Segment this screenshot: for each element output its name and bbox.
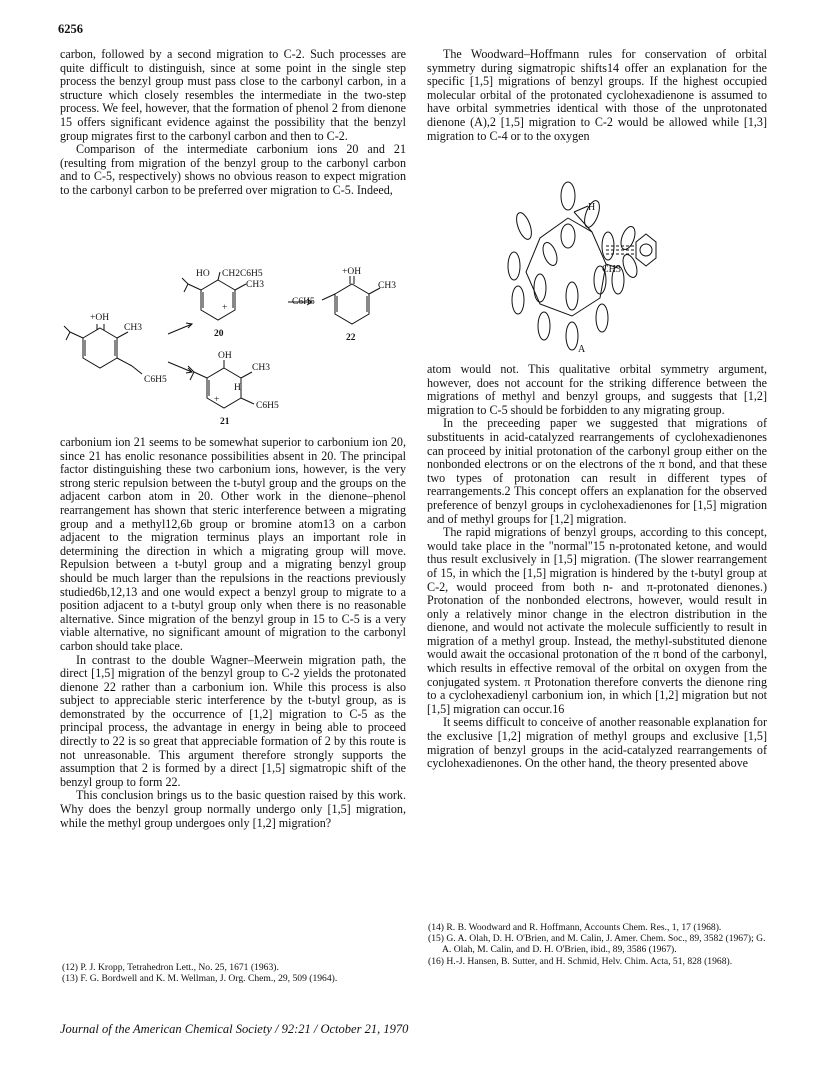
compound-21-label: 21 [220, 417, 230, 427]
paragraph: carbon, followed by a second migration to C-2. Such processes are quite difficult to distinguish, since at some point in the single step process the benzyl group must pass close to the carbonyl carbon, in a structure which closely resembles the intermediate in the two-step process. We feel, however, that the formation of phenol 2 from dienone 15 offers significant evidence against the possibility that the benzyl group migrates first to the carbonyl carbon and then to C-2. [60, 47, 406, 143]
paragraph: atom would not. This qualitative orbital symmetry argument, however, does not account for the striking difference between the migrations of methyl and benzyl groups, and suggests that [1,2] migration to C-5 should be forbidden to any migrating group. [427, 362, 767, 417]
footnote: (14) R. B. Woodward and R. Hoffmann, Accounts Chem. Res., 1, 17 (1968). [428, 922, 722, 933]
footnotes-right [428, 922, 768, 967]
orbital-diagram-A [488, 176, 698, 356]
c22-methyl-label: CH3 [378, 281, 396, 291]
ring-20 [182, 272, 246, 320]
compound-22-label: 22 [346, 333, 356, 343]
c21-phenyl-label: C6H5 [256, 401, 279, 411]
structure-A-label: A [578, 344, 586, 355]
paragraph: carbonium ion 21 seems to be somewhat superior to carbonium ion 20, since 21 has enolic resonance possibilities absent in 20. The principal factor distinguishing these two carbonium ions, however, is the very strong steric repulsion between the t-butyl group and the groups on the adjacent carbon atom in 20. Other work in the dienone–phenol rearrangement has shown that steric interference between a migrating group and a methyl12,6b group or bromine atom13 on a carbon adjacent to the migration terminus plays an important role in determining the direction in which a migrating group will move. Repulsion between a t-butyl group and a migrating benzyl group should be much larger than the repulsions in the reactions previously studied6b,12,13 and one would expect a benzyl group to migrate to a position adjacent to a t-butyl group only when there is no reasonable alternative. Since migration of the benzyl group in 15 to C-5 is a very viable alternative, no significant amount of migration to the carbonyl carbon should take place. [60, 435, 406, 653]
left-column-top [60, 48, 406, 198]
compound-20-label: 20 [214, 329, 224, 339]
ring-21 [188, 360, 254, 408]
footnote: (16) H.-J. Hansen, B. Sutter, and H. Schmid, Helv. Chim. Acta, 51, 828 (1968). [428, 955, 733, 967]
c20-ho-label: HO [196, 269, 210, 279]
paragraph: In the preceeding paper we suggested that migrations of substituents in acid-catalyzed rearrangements of cyclohexadienones can proceed by initial protonation of the carbonyl group either on the nonbonded electrons or on the electrons of the π bond, and that these two types of protonation can result in different types of rearrangements.2 This concept offers an explanation for the observed preference of benzyl groups in cyclohexadienones for [1,5] migration and of methyl groups for [1,2] migration. [427, 416, 767, 526]
c20-methyl-label: CH3 [246, 280, 264, 290]
c21-oh-label: OH [218, 351, 232, 361]
c20-ch2-label: CH2C6H5 [222, 269, 263, 279]
start-oh-label: +OH [90, 313, 110, 323]
hydrogen-label: H [588, 202, 596, 213]
page-number: 6256 [58, 22, 83, 36]
paragraph: It seems difficult to conceive of another reasonable explanation for the exclusive [1,2] migration of methyl groups and exclusive [1,5] migration of benzyl groups in the acid-catalyzed rearrangements of cyclohexadienones. On the other hand, the theory presented above [427, 715, 767, 771]
footnotes-left [62, 962, 402, 984]
c21-plus: + [214, 395, 220, 405]
right-column-bottom [427, 363, 767, 771]
methyl-label: CH3 [602, 264, 621, 275]
footnote: (15) G. A. Olah, D. H. O'Brien, and M. Calin, J. Amer. Chem. Soc., 89, 3582 (1967); G. A. Olah, M. Calin, and D. H. O'Brien, ibid., 89, 3586 (1967). [428, 933, 766, 956]
paragraph: The rapid migrations of benzyl groups, according to this concept, would take place in the "normal"15 n-protonated ketone, and would thus result exclusively in [1,5] migration. (The slower rearrangement of 15, in which the [1,5] migration is hindered by the t-butyl group at C-2, would proceed from both n- and π-protonated dienones.) Protonation of the nonbonded electrons, however, would result in only a relatively minor change in the electron distribution in the dienone, and would not activate the molecule sufficiently to result in migration of a methyl group. Instead, the methyl-substituted dienone would await the occasional protonation of the π bond of the carbonyl, which results in effective removal of the orbital on oxygen from the conjugated system. π Protonation therefore converts the dienone ring to a cyclohexadienyl carbonium ion, in which [1,2] migration but not [1,5] migration can occur.16 [427, 525, 767, 716]
start-phenyl-label: C6H5 [144, 375, 167, 385]
ring-22 [322, 276, 380, 324]
paragraph: Comparison of the intermediate carbonium ions 20 and 21 (resulting from migration of the benzyl group to the carbonyl carbon and to C-5, respectively) shows no obvious reason to expect migration to the carbonyl carbon to be preferred over migration to C-5. Indeed, [60, 142, 406, 197]
journal-footer: Journal of the American Chemical Society / 92:21 / October 21, 1970 [60, 1022, 409, 1036]
footnote: (12) P. J. Kropp, Tetrahedron Lett., No. 25, 1671 (1963). [62, 962, 279, 973]
c21-h-label: H [234, 383, 241, 393]
start-methyl-label: CH3 [124, 323, 142, 333]
c22-phenyl-label: C6H5 [292, 297, 315, 307]
reaction-scheme [60, 262, 400, 432]
paragraph: This conclusion brings us to the basic question raised by this work. Why does the benzyl group normally undergo only [1,5] migration, while the methyl group undergoes only [1,2] migration? [60, 788, 406, 830]
c22-oh-label: +OH [342, 267, 362, 277]
footnote: (13) F. G. Bordwell and K. M. Wellman, J. Org. Chem., 29, 509 (1964). [62, 973, 338, 985]
right-column-top [427, 48, 767, 143]
c21-methyl-label: CH3 [252, 363, 270, 373]
paragraph: The Woodward–Hoffmann rules for conservation of orbital symmetry during sigmatropic shifts14 offer an explanation for the specific [1,5] migrations of benzyl groups. If the highest occupied molecular orbital of the protonated cyclohexadienone is assumed to have orbital symmetries identical with those of the unprotonated dienone (A),2 [1,5] migration to C-2 would be allowed while [1,3] migration to C-4 or to the oxygen [427, 47, 767, 143]
left-column-bottom [60, 436, 406, 830]
paragraph: In contrast to the double Wagner–Meerwein migration path, the direct [1,5] migration of the benzyl group to C-2 yields the protonated dienone 22 rather than a carbonium ion. While this process is also subject to appreciable steric interference by the t-butyl group, as is demonstrated by the occurrence of [1,2] migration to C-5 as the principal process, the advantage in energy in being able to proceed directly to 22 is so great that appreciable formation of 2 by this route is not unreasonable. This argument therefore strongly supports the assumption that 2 is formed by a direct [1,5] sigmatropic shift of the benzyl group to form 22. [60, 652, 406, 789]
c20-plus: + [222, 303, 228, 313]
